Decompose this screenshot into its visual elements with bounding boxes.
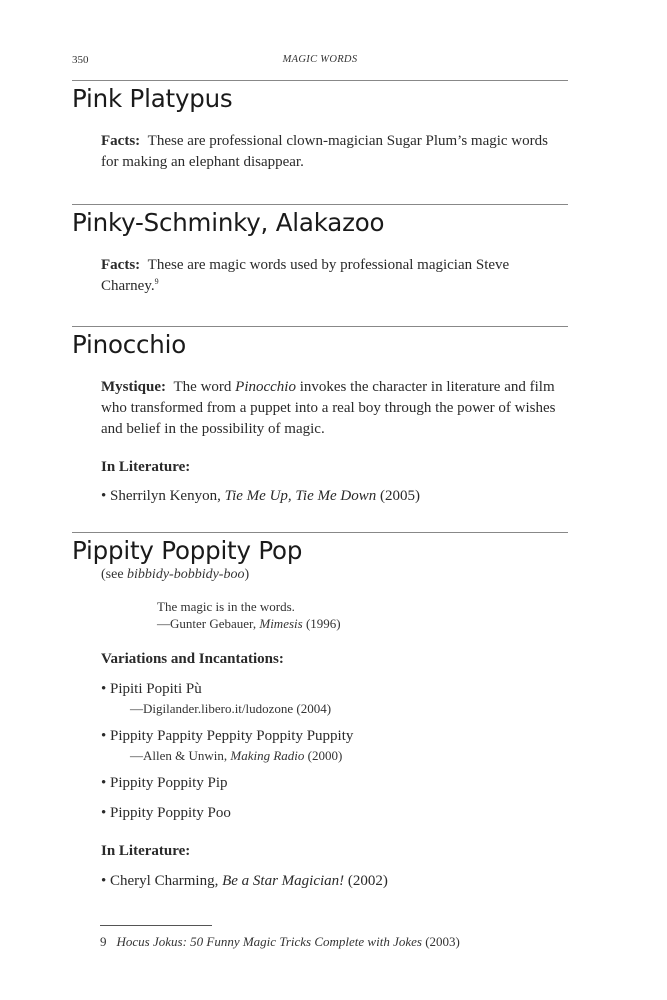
facts-text: These are magic words used by professional magician Steve Charney. bbox=[101, 257, 510, 294]
entry-body bbox=[101, 255, 568, 297]
variations-heading: Variations and Incantations: bbox=[101, 651, 284, 667]
entry-divider bbox=[72, 326, 568, 327]
mystique-italic: Pinocchio bbox=[235, 379, 296, 395]
footnote-year: (2003) bbox=[421, 934, 460, 949]
variation-source-title: Making Radio bbox=[230, 748, 305, 763]
entry-body bbox=[101, 649, 568, 892]
page-number: 350 bbox=[72, 54, 89, 66]
literature-author: • Cheryl Charming, bbox=[101, 873, 223, 889]
cross-reference-pre: (see bbox=[101, 567, 128, 582]
entry-body bbox=[101, 377, 568, 507]
running-head bbox=[72, 54, 568, 70]
literature-heading: In Literature: bbox=[101, 459, 191, 475]
entry-pippity-poppity-pop bbox=[72, 532, 568, 892]
literature-year: (2005) bbox=[376, 488, 420, 504]
literature-year: (2002) bbox=[344, 873, 388, 889]
entry-divider bbox=[72, 204, 568, 205]
variation-item: • Pippity Poppity Poo bbox=[101, 805, 231, 821]
mystique-label: Mystique: bbox=[101, 379, 166, 395]
entry-headword: Pippity Poppity Pop bbox=[72, 536, 303, 565]
variation-source bbox=[130, 747, 568, 764]
variation-source bbox=[130, 700, 568, 717]
variation-source-year: (2000) bbox=[304, 748, 343, 763]
facts-paragraph bbox=[101, 255, 568, 297]
entry-pinocchio bbox=[72, 326, 568, 507]
footnote-divider bbox=[100, 925, 212, 926]
mystique-paragraph bbox=[101, 377, 568, 440]
literature-item bbox=[101, 871, 568, 892]
cross-reference bbox=[101, 566, 568, 583]
entry-headword: Pinky-Schminky, Alakazoo bbox=[72, 208, 385, 237]
variation-source-text: —Digilander.libero.it/ludozone (2004) bbox=[130, 701, 332, 716]
literature-title: Be a Star Magician! bbox=[222, 873, 345, 889]
cross-reference-post: ) bbox=[244, 567, 250, 582]
entry-body bbox=[101, 131, 568, 173]
literature-heading: In Literature: bbox=[101, 843, 191, 859]
footnote-title: Hocus Jokus: 50 Funny Magic Tricks Complete with Jokes bbox=[116, 934, 422, 949]
variation-item: • Pippity Poppity Pip bbox=[101, 775, 228, 791]
epigraph-author: —Gunter Gebauer, bbox=[157, 616, 260, 631]
cross-reference-link[interactable]: bibbidy-bobbidy-boo bbox=[127, 567, 245, 582]
variation-item: • Pipiti Popiti Pù bbox=[101, 681, 202, 697]
epigraph-attribution bbox=[157, 615, 568, 632]
entry-headword: Pink Platypus bbox=[72, 84, 233, 113]
facts-label: Facts: bbox=[101, 257, 141, 273]
entry-divider bbox=[72, 532, 568, 533]
entry-headword: Pinocchio bbox=[72, 330, 187, 359]
epigraph-year: (1996) bbox=[302, 616, 341, 631]
epigraph-title: Mimesis bbox=[259, 616, 303, 631]
entry-divider bbox=[72, 80, 568, 81]
mystique-text-pre: The word bbox=[173, 379, 236, 395]
entry-pink-platypus bbox=[72, 80, 568, 173]
entry-pinky-schminky bbox=[72, 204, 568, 297]
footnote-number: 9 bbox=[100, 934, 107, 949]
footnote bbox=[100, 934, 460, 950]
facts-paragraph bbox=[101, 131, 568, 173]
mystique-text-post: invokes the character in literature and film who transformed from a puppet into a real boy through the power of wishes and belief in the possibility of magic. bbox=[101, 379, 556, 437]
variation-source-publisher: —Allen & Unwin, bbox=[130, 748, 231, 763]
literature-item bbox=[101, 486, 568, 507]
epigraph bbox=[157, 598, 568, 632]
epigraph-quote: The magic is in the words. bbox=[157, 599, 295, 614]
variation-item: • Pippity Pappity Peppity Poppity Puppity bbox=[101, 728, 354, 744]
footnote-reference[interactable]: 9 bbox=[154, 277, 159, 286]
literature-author: • Sherrilyn Kenyon, bbox=[101, 488, 225, 504]
running-title: MAGIC WORDS bbox=[282, 54, 358, 65]
facts-text: These are professional clown-magician Sugar Plum’s magic words for making an elephant disappear. bbox=[101, 133, 548, 170]
facts-label: Facts: bbox=[101, 133, 141, 149]
literature-title: Tie Me Up, Tie Me Down bbox=[224, 488, 377, 504]
